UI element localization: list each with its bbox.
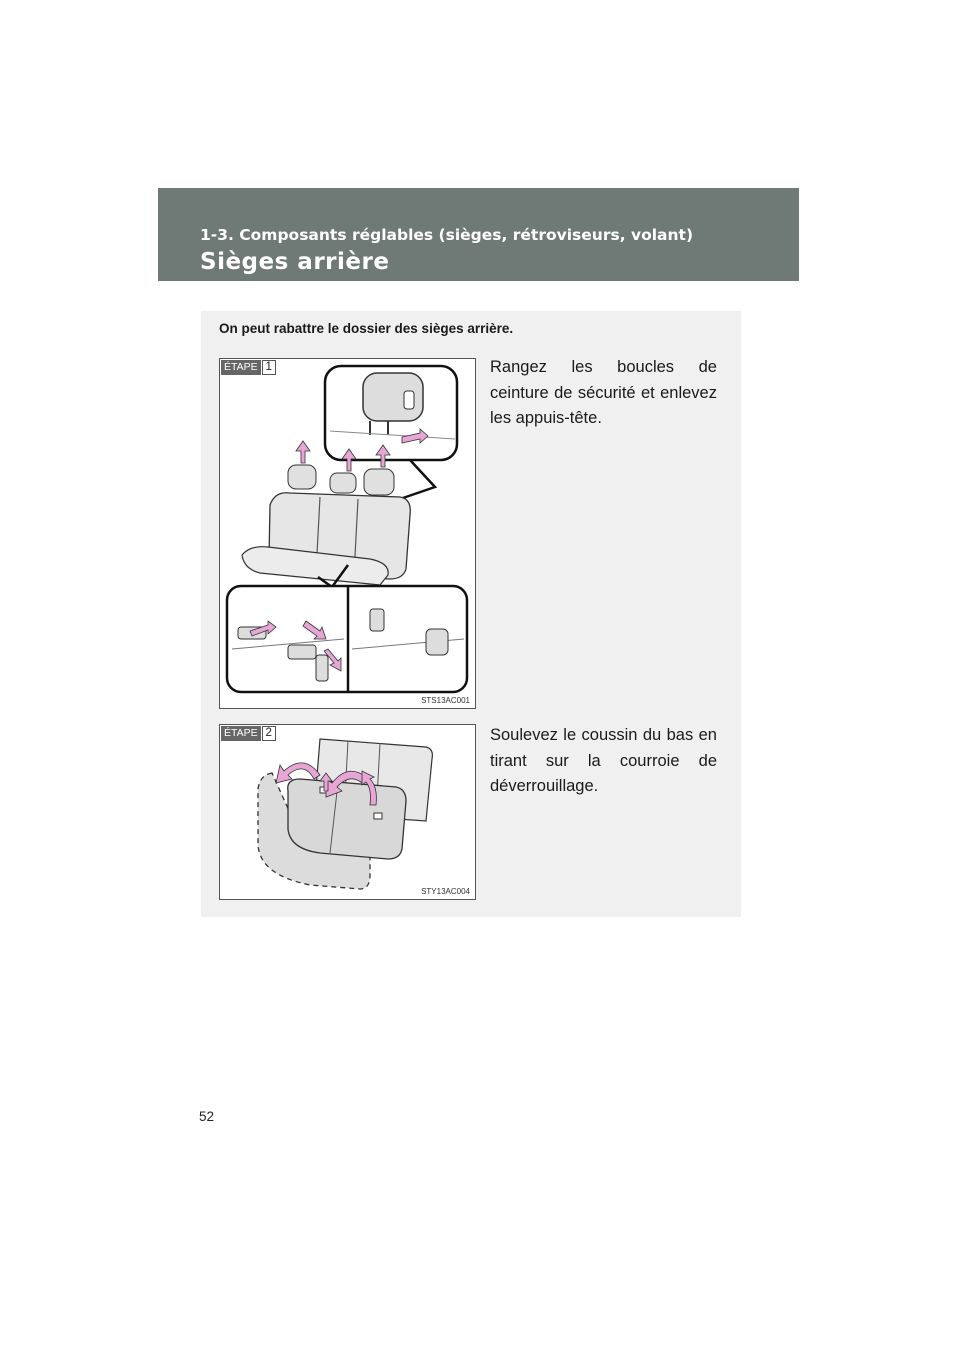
intro-text: On peut rabattre le dossier des sièges arrière. — [219, 321, 514, 336]
page-heading: Sièges arrière — [200, 249, 390, 275]
step-1-illustration — [219, 358, 476, 709]
step-2-badge — [221, 726, 276, 741]
seat-headrest-illustration — [220, 359, 476, 709]
step-1-badge-word: ÉTAPE — [221, 360, 261, 375]
step-1-badge-number: 1 — [262, 360, 276, 375]
step-1-text: Rangez les boucles de ceinture de sécurité et enlevez les appuis-tête. — [490, 358, 717, 427]
section-title: 1-3. Composants réglables (sièges, rétroviseurs, volant) — [200, 226, 694, 244]
step-2-badge-word: ÉTAPE — [221, 726, 261, 741]
step-2-illustration — [219, 724, 476, 900]
step-1-badge — [221, 360, 276, 375]
step-1-figure-code: STS13AC001 — [421, 696, 470, 705]
page-number: 52 — [199, 1109, 215, 1124]
step-2-text: Soulevez le coussin du bas en tirant sur la courroie de déverrouillage. — [490, 726, 717, 795]
step-2-figure-code: STY13AC004 — [421, 887, 470, 896]
step-2-badge-number: 2 — [262, 726, 276, 741]
seat-cushion-illustration — [220, 725, 476, 900]
